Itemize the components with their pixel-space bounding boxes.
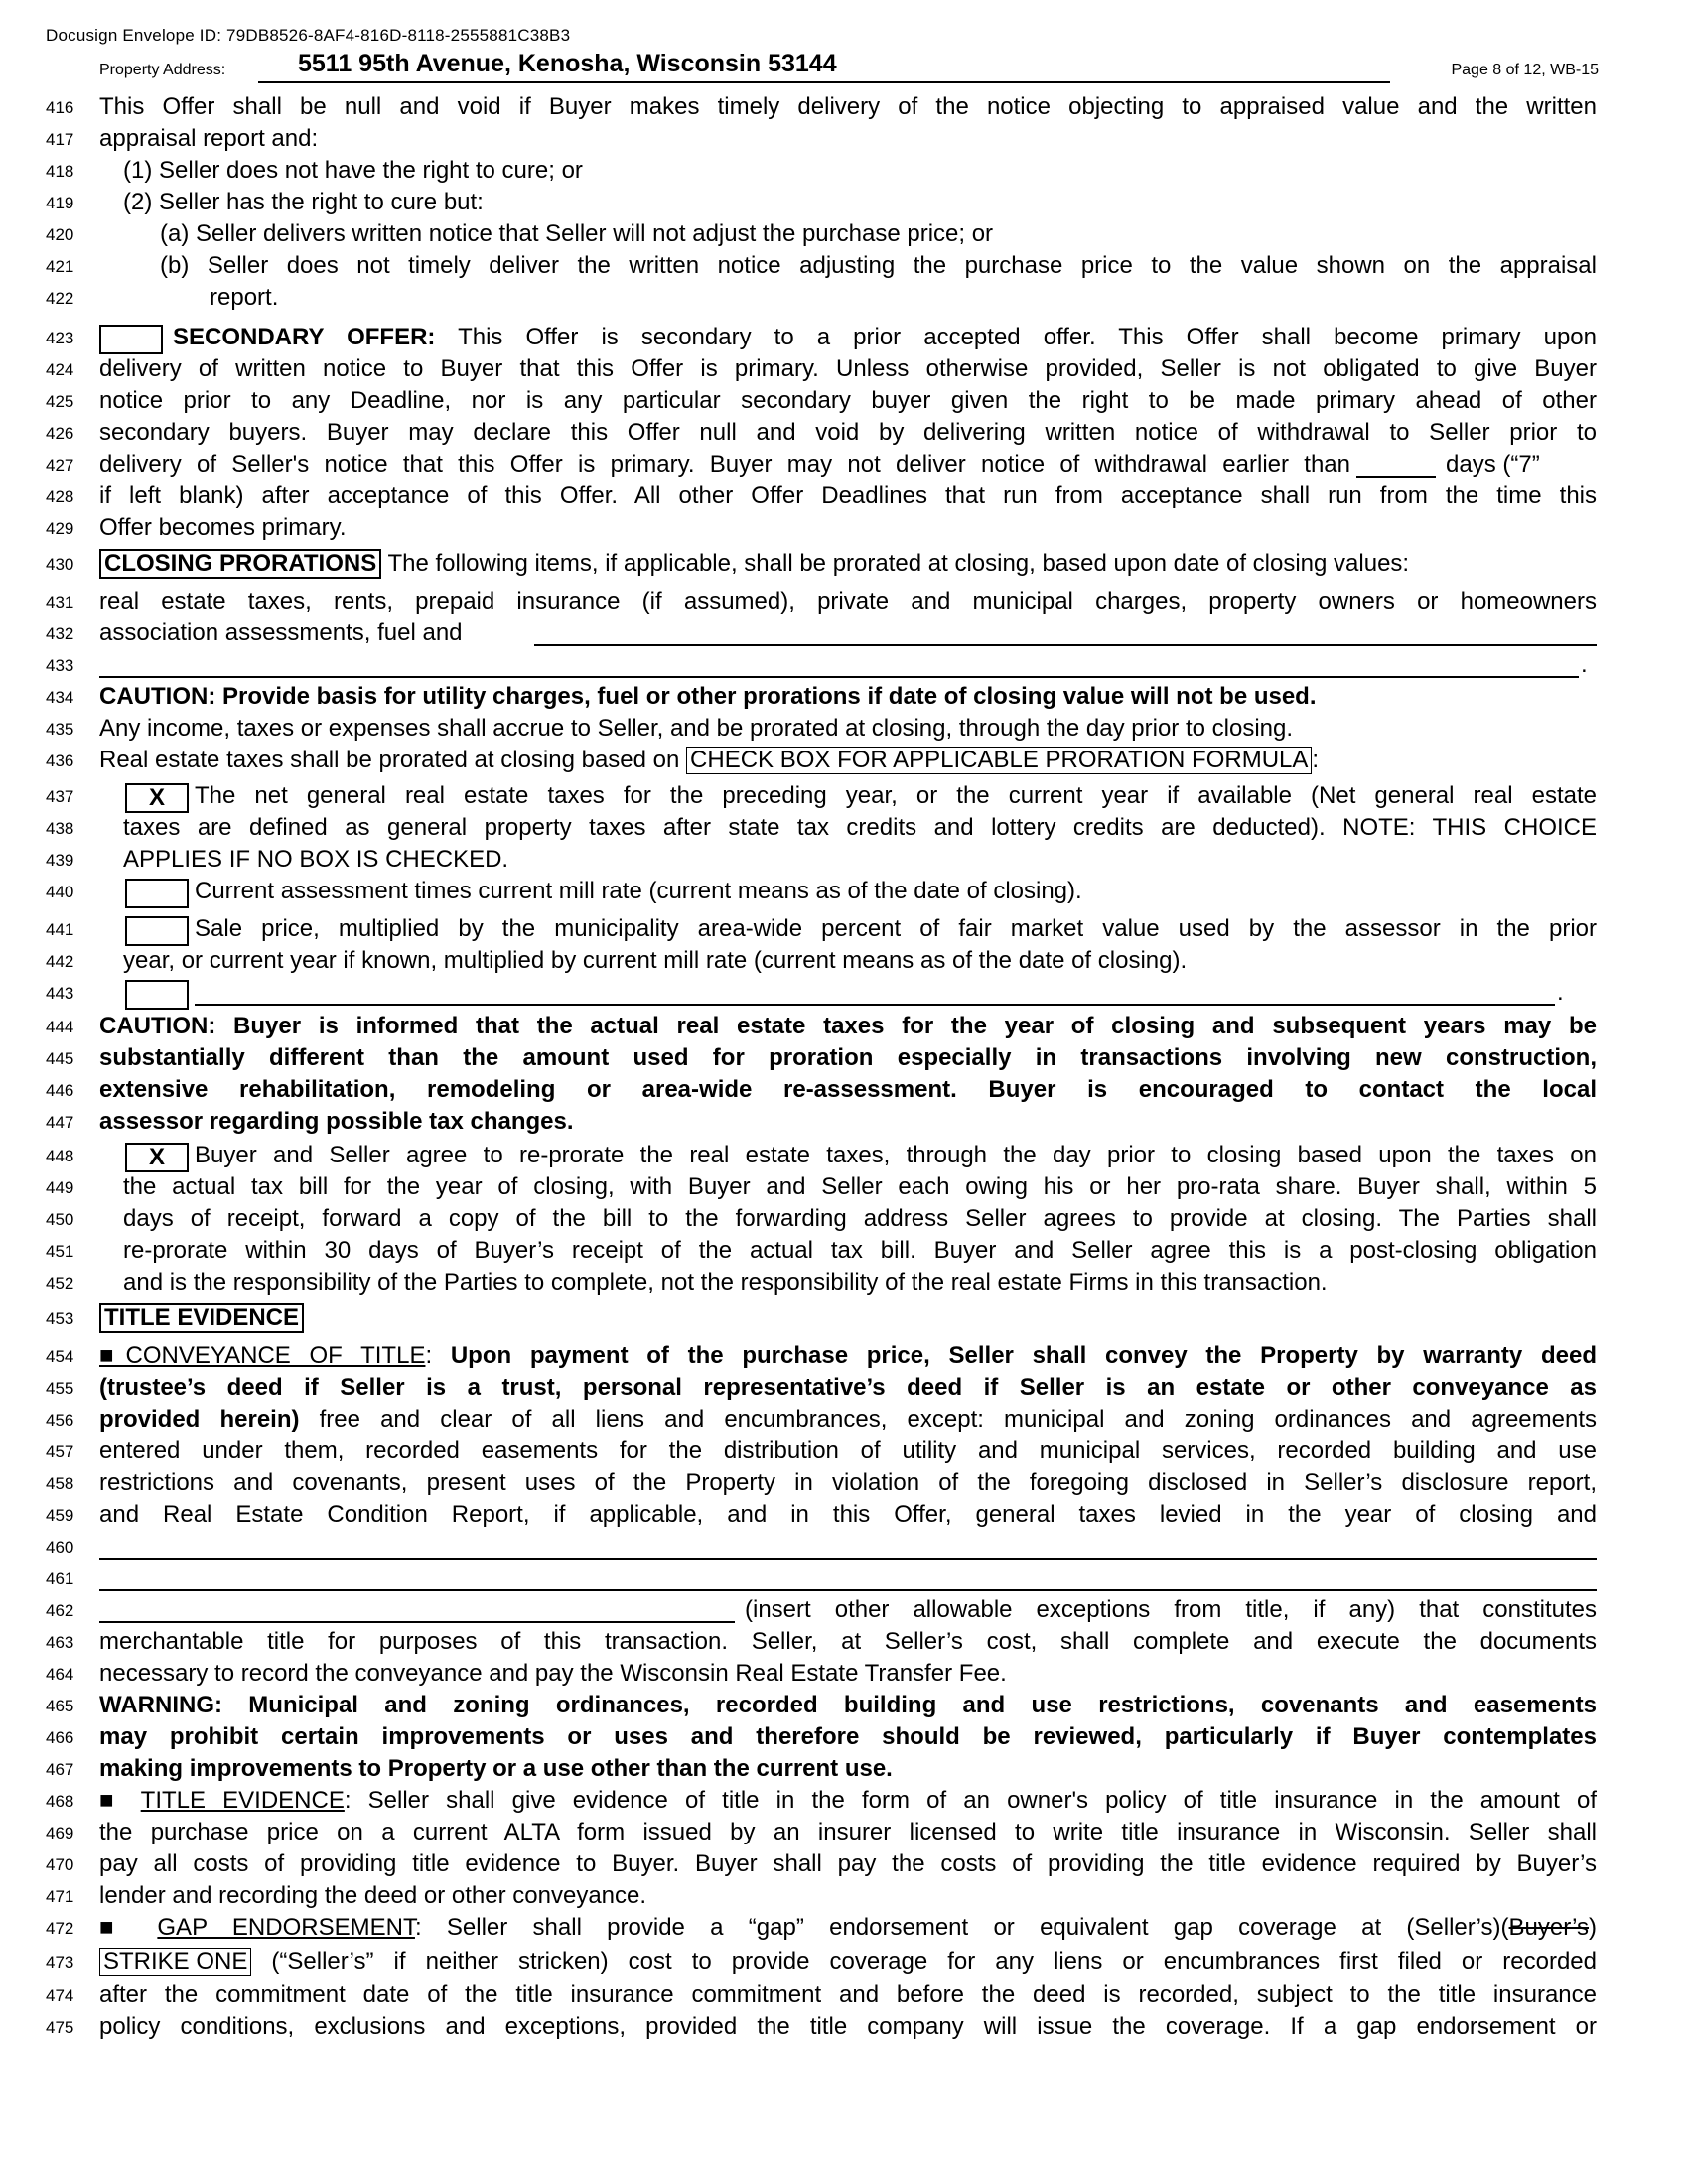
line-445 [0, 1043, 1688, 1075]
line-468 [0, 1786, 1688, 1818]
line-453 [0, 1303, 1688, 1335]
line-440 [0, 877, 1688, 908]
line-number: 441 [46, 920, 74, 939]
line-text: restrictions and covenants, present uses of the Property in violation of the foregoing disclosed in Seller’s disclosure report, [99, 1469, 1597, 1496]
closing-prorations-heading: CLOSING PRORATIONS [99, 549, 381, 579]
line-text: APPLIES IF NO BOX IS CHECKED. [123, 846, 509, 873]
line-number: 421 [46, 257, 74, 276]
line-456 [0, 1405, 1688, 1436]
line-number: 463 [46, 1633, 74, 1652]
line-450 [0, 1204, 1688, 1236]
line-471 [0, 1881, 1688, 1913]
line-463 [0, 1627, 1688, 1659]
line-text: pay all costs of providing title evidence to Buyer. Buyer shall pay the costs of providing the title evidence required by Buyer’s [99, 1850, 1597, 1877]
line-427 [0, 450, 1688, 481]
line-number: 443 [46, 984, 74, 1003]
line-text: real estate taxes, rents, prepaid insurance (if assumed), private and municipal charges, property owners or homeowners [99, 588, 1597, 614]
line-number: 419 [46, 194, 74, 212]
line-number: 423 [46, 329, 74, 347]
line-number: 438 [46, 819, 74, 838]
line-433 [0, 650, 1688, 682]
line-number: 420 [46, 225, 74, 244]
line-text-days: days (“7” [1446, 451, 1540, 478]
line-number: 425 [46, 392, 74, 411]
line-number: 467 [46, 1760, 74, 1779]
line-439 [0, 845, 1688, 877]
line-464 [0, 1659, 1688, 1691]
line-number: 452 [46, 1274, 74, 1293]
line-number: 455 [46, 1379, 74, 1398]
line-452 [0, 1268, 1688, 1299]
line-443 [0, 978, 1688, 1010]
line-number: 422 [46, 289, 74, 308]
line-text: . [1557, 979, 1564, 1006]
line-text: Offer becomes primary. [99, 514, 347, 541]
line-text: delivery of Seller's notice that this Offer is primary. Buyer may not deliver notice of withdrawal earlier than [99, 451, 1350, 478]
line-number: 451 [46, 1242, 74, 1261]
line-text: days of receipt, forward a copy of the bill to the forwarding address Seller agrees to provide at closing. The Parties shall [123, 1205, 1597, 1232]
line-text: (1) Seller does not have the right to cure; or [123, 157, 583, 184]
line-text: the purchase price on a current ALTA form issued by an insurer licensed to write title insurance in Wisconsin. Seller shall [99, 1819, 1597, 1845]
strike-one-box: STRIKE ONE [99, 1948, 251, 1976]
line-number: 431 [46, 593, 74, 612]
line-number: 454 [46, 1347, 74, 1366]
re-prorate-checkbox[interactable]: X [125, 1143, 189, 1172]
line-number: 459 [46, 1506, 74, 1525]
proration-formula-instruction: CHECK BOX FOR APPLICABLE PRORATION FORMULA [686, 747, 1312, 774]
line-text: secondary buyers. Buyer may declare this Offer null and void by delivering written notice of withdrawal to Seller prior to [99, 419, 1597, 446]
line-text: This Offer shall be null and void if Buyer makes timely delivery of the notice objecting to appraised value and the written [99, 93, 1597, 120]
line-430 [0, 549, 1688, 581]
line-472 [0, 1913, 1688, 1945]
line-451 [0, 1236, 1688, 1268]
line-number: 457 [46, 1442, 74, 1461]
line-text: ■ TITLE EVIDENCE: Seller shall give evidence of title in the form of an owner's policy of title insurance in the amount of [99, 1787, 1597, 1814]
line-number: 458 [46, 1474, 74, 1493]
line-number: 436 [46, 751, 74, 770]
line-435 [0, 714, 1688, 746]
line-text-colon: : [425, 1342, 451, 1369]
line-text: and Real Estate Condition Report, if applicable, and in this Offer, general taxes levied in the year of closing and [99, 1501, 1597, 1528]
title-evidence-subheading: TITLE EVIDENCE [140, 1787, 345, 1814]
line-number: 416 [46, 98, 74, 117]
line-428 [0, 481, 1688, 513]
line-text: (2) Seller has the right to cure but: [123, 189, 484, 215]
line-text: making improvements to Property or a use other than the current use. [99, 1755, 893, 1782]
line-text: year, or current year if known, multiplied by current mill rate (current means as of the date of closing). [123, 947, 1188, 974]
line-437 [0, 781, 1688, 813]
line-466 [0, 1722, 1688, 1754]
line-number: 446 [46, 1081, 74, 1100]
gap-endorsement-heading: GAP ENDORSEMENT [157, 1914, 415, 1941]
line-475 [0, 2012, 1688, 2044]
line-447 [0, 1107, 1688, 1139]
line-number: 418 [46, 162, 74, 181]
line-text-rest: free and clear of all liens and encumbrances, except: municipal and zoning ordinances and agreements [319, 1406, 1597, 1433]
line-text: and is the responsibility of the Parties to complete, not the responsibility of the real estate Firms in this transaction. [123, 1269, 1328, 1296]
net-taxes-checkbox[interactable]: X [125, 783, 189, 813]
line-text: merchantable title for purposes of this transaction. Seller, at Seller’s cost, shall complete and execute the documents [99, 1628, 1597, 1655]
line-465 [0, 1691, 1688, 1722]
line-432 [0, 618, 1688, 650]
sale-price-checkbox[interactable] [125, 916, 189, 946]
line-text: substantially different than the amount used for proration especially in transactions involving new construction, [99, 1044, 1597, 1071]
property-address-value: 5511 95th Avenue, Kenosha, Wisconsin 53144 [298, 50, 837, 77]
line-text [99, 549, 1597, 579]
line-436 [0, 746, 1688, 777]
line-number: 465 [46, 1697, 74, 1715]
line-number: 468 [46, 1792, 74, 1811]
line-text: CAUTION: Buyer is informed that the actual real estate taxes for the year of closing and subsequent years may be [99, 1013, 1597, 1039]
line-text: delivery of written notice to Buyer that this Offer is primary. Unless otherwise provided, Seller is not obligated to give Buyer [99, 355, 1597, 382]
line-text-rest: : Seller shall provide a “gap” endorsement or equivalent gap coverage at (Seller’s)( [414, 1914, 1509, 1941]
line-number: 471 [46, 1887, 74, 1906]
line-text-end: : [1312, 747, 1320, 773]
envelope-id: Docusign Envelope ID: 79DB8526-8AF4-816D-8118-2555881C38B3 [46, 26, 571, 45]
line-number: 445 [46, 1049, 74, 1068]
line-417 [0, 124, 1688, 156]
line-423 [0, 323, 1688, 354]
closing-prorations-text: The following items, if applicable, shall be prorated at closing, based upon date of closing values: [387, 550, 1410, 577]
line-text: re-prorate within 30 days of Buyer’s receipt of the actual tax bill. Buyer and Seller agree this is a post-closing obligation [123, 1237, 1597, 1264]
provided-herein-bold: provided herein) [99, 1406, 300, 1433]
line-number: 466 [46, 1728, 74, 1747]
line-text: notice prior to any Deadline, nor is any particular secondary buyer given the right to be made primary ahead of other [99, 387, 1597, 414]
line-text: (trustee’s deed if Seller is a trust, personal representative’s deed if Seller is an estate or other conveyance as [99, 1374, 1597, 1401]
line-460 [0, 1532, 1688, 1564]
line-431 [0, 587, 1688, 618]
page-header [99, 50, 1599, 79]
line-434 [0, 682, 1688, 714]
line-number: 472 [46, 1919, 74, 1938]
line-text: ■ GAP ENDORSEMENT: Seller shall provide a “gap” endorsement or equivalent gap coverage at (Seller’s)(Buyer’s) [99, 1914, 1597, 1941]
line-419 [0, 188, 1688, 219]
line-461 [0, 1564, 1688, 1595]
line-text: Sale price, multiplied by the municipality area-wide percent of fair market value used by the assessor in the prior [195, 915, 1597, 942]
line-text: CAUTION: Provide basis for utility charges, fuel or other prorations if date of closing value will not be used. [99, 683, 1317, 710]
line-418 [0, 156, 1688, 188]
line-424 [0, 354, 1688, 386]
line-text: taxes are defined as general property taxes after state tax credits and lottery credits are deducted). NOTE: THIS CHOICE [123, 814, 1597, 841]
line-number: 450 [46, 1210, 74, 1229]
line-469 [0, 1818, 1688, 1849]
line-text: entered under them, recorded easements for the distribution of utility and municipal services, recorded building and use [99, 1437, 1597, 1464]
line-text: Any income, taxes or expenses shall accrue to Seller, and be prorated at closing, through the day prior to closing. [99, 715, 1294, 742]
line-number: 439 [46, 851, 74, 870]
address-underline [258, 81, 1390, 83]
line-text: after the commitment date of the title insurance commitment and before the deed is recorded, subject to the title insurance [99, 1981, 1597, 2008]
line-number: 437 [46, 787, 74, 806]
secondary-offer-checkbox[interactable] [99, 325, 163, 354]
line-text: The net general real estate taxes for the preceding year, or the current year if available (Net general real estate [195, 782, 1597, 809]
line-text-end: ) [1589, 1914, 1597, 1941]
line-number: 430 [46, 555, 74, 574]
line-462 [0, 1595, 1688, 1627]
line-text: . [1581, 651, 1588, 678]
property-address-label: Property Address: [99, 62, 226, 78]
line-text: extensive rehabilitation, remodeling or area-wide re-assessment. Buyer is encouraged to contact the local [99, 1076, 1597, 1103]
line-421 [0, 251, 1688, 283]
line-454 [0, 1341, 1688, 1373]
line-number: 453 [46, 1309, 74, 1328]
line-number: 435 [46, 720, 74, 739]
line-number: 442 [46, 952, 74, 971]
line-426 [0, 418, 1688, 450]
line-number: 433 [46, 656, 74, 675]
line-number: 440 [46, 883, 74, 901]
line-number: 464 [46, 1665, 74, 1684]
line-text [173, 323, 1597, 352]
line-number: 460 [46, 1538, 74, 1557]
exceptions-blank-2[interactable] [99, 1589, 1597, 1591]
line-474 [0, 1980, 1688, 2012]
conveyance-of-title-heading: ■CONVEYANCE OF TITLE [99, 1342, 426, 1369]
line-text-start: Real estate taxes shall be prorated at closing based on [99, 747, 680, 773]
line-number: 473 [46, 1953, 74, 1972]
line-text: necessary to record the conveyance and pay the Wisconsin Real Estate Transfer Fee. [99, 1660, 1007, 1687]
secondary-offer-heading: SECONDARY OFFER: [173, 324, 436, 350]
stricken-buyers: Buyer’s [1508, 1914, 1590, 1941]
line-number: 461 [46, 1570, 74, 1588]
line-459 [0, 1500, 1688, 1532]
line-number: 429 [46, 519, 74, 538]
line-416 [0, 92, 1688, 124]
line-429 [0, 513, 1688, 545]
line-text [99, 1303, 1597, 1333]
line-458 [0, 1468, 1688, 1500]
line-470 [0, 1849, 1688, 1881]
line-448 [0, 1141, 1688, 1172]
exceptions-blank-1[interactable] [99, 1558, 1597, 1560]
line-text: if left blank) after acceptance of this Offer. All other Offer Deadlines that run from acceptance shall run from the time this [99, 482, 1597, 509]
line-text: Current assessment times current mill rate (current means as of the date of closing). [195, 878, 1082, 904]
line-text [99, 1405, 1597, 1434]
conveyance-bold-text: Upon payment of the purchase price, Seller shall convey the Property by warranty deed [450, 1342, 1597, 1369]
line-text: assessor regarding possible tax changes. [99, 1108, 574, 1135]
other-formula-blank[interactable] [195, 1004, 1555, 1006]
line-text-rest: : Seller shall give evidence of title in the form of an owner's policy of title insurance in the amount of [344, 1787, 1597, 1814]
line-text: lender and recording the deed or other conveyance. [99, 1882, 647, 1909]
line-number: 469 [46, 1824, 74, 1843]
line-number: 475 [46, 2018, 74, 2037]
other-formula-checkbox[interactable] [125, 980, 189, 1010]
line-number: 428 [46, 487, 74, 506]
line-text: appraisal report and: [99, 125, 319, 152]
line-text: policy conditions, exclusions and exceptions, provided the title company will issue the coverage. If a gap endorsement or [99, 2013, 1597, 2040]
line-number: 470 [46, 1855, 74, 1874]
exceptions-blank-3[interactable] [99, 1621, 735, 1623]
line-457 [0, 1436, 1688, 1468]
line-number: 474 [46, 1986, 74, 2005]
line-422 [0, 283, 1688, 315]
line-text: the actual tax bill for the year of closing, with Buyer and Seller each owing his or her pro-rata share. Buyer shall, within 5 [123, 1173, 1597, 1200]
page-number: Page 8 of 12, WB-15 [1451, 62, 1599, 78]
assessment-checkbox[interactable] [125, 879, 189, 908]
line-text: may prohibit certain improvements or uses and therefore should be reviewed, particularly if Buyer contemplates [99, 1723, 1597, 1750]
secondary-offer-text: This Offer is secondary to a prior accepted offer. This Offer shall become primary upon [458, 324, 1597, 350]
line-text: WARNING: Municipal and zoning ordinances, recorded building and use restrictions, covenants and easements [99, 1692, 1597, 1718]
line-449 [0, 1172, 1688, 1204]
line-number: 434 [46, 688, 74, 707]
line-number: 432 [46, 624, 74, 643]
line-467 [0, 1754, 1688, 1786]
line-number: 448 [46, 1147, 74, 1165]
line-number: 449 [46, 1178, 74, 1197]
line-438 [0, 813, 1688, 845]
line-442 [0, 946, 1688, 978]
prorations-other-blank-2[interactable] [99, 676, 1579, 678]
line-number: 462 [46, 1601, 74, 1620]
line-444 [0, 1012, 1688, 1043]
line-text: (a) Seller delivers written notice that Seller will not adjust the purchase price; or [160, 220, 994, 247]
line-455 [0, 1373, 1688, 1405]
line-text [99, 1341, 1597, 1371]
line-text: (b) Seller does not timely deliver the written notice adjusting the purchase price to the value shown on the appraisal [160, 252, 1597, 279]
line-text: Buyer and Seller agree to re-prorate the real estate taxes, through the day prior to closing based upon the taxes on [195, 1142, 1597, 1168]
line-number: 427 [46, 456, 74, 475]
prorations-other-blank[interactable] [534, 644, 1597, 646]
line-425 [0, 386, 1688, 418]
line-number: 444 [46, 1018, 74, 1036]
line-473 [0, 1947, 1688, 1979]
line-text: (insert other allowable exceptions from title, if any) that constitutes [745, 1596, 1597, 1623]
withdrawal-days-blank[interactable] [1356, 476, 1436, 478]
line-text [99, 746, 1597, 775]
line-441 [0, 914, 1688, 946]
line-number: 424 [46, 360, 74, 379]
line-number: 447 [46, 1113, 74, 1132]
line-number: 426 [46, 424, 74, 443]
line-446 [0, 1075, 1688, 1107]
line-text: report. [210, 284, 279, 311]
line-text: association assessments, fuel and [99, 619, 463, 646]
title-evidence-heading: TITLE EVIDENCE [99, 1303, 304, 1333]
line-number: 456 [46, 1411, 74, 1430]
line-text-rest: (“Seller’s” if neither stricken) cost to provide coverage for any liens or encumbrances first filed or recorded [271, 1948, 1597, 1975]
line-number: 417 [46, 130, 74, 149]
line-text [99, 1947, 1597, 1977]
line-420 [0, 219, 1688, 251]
